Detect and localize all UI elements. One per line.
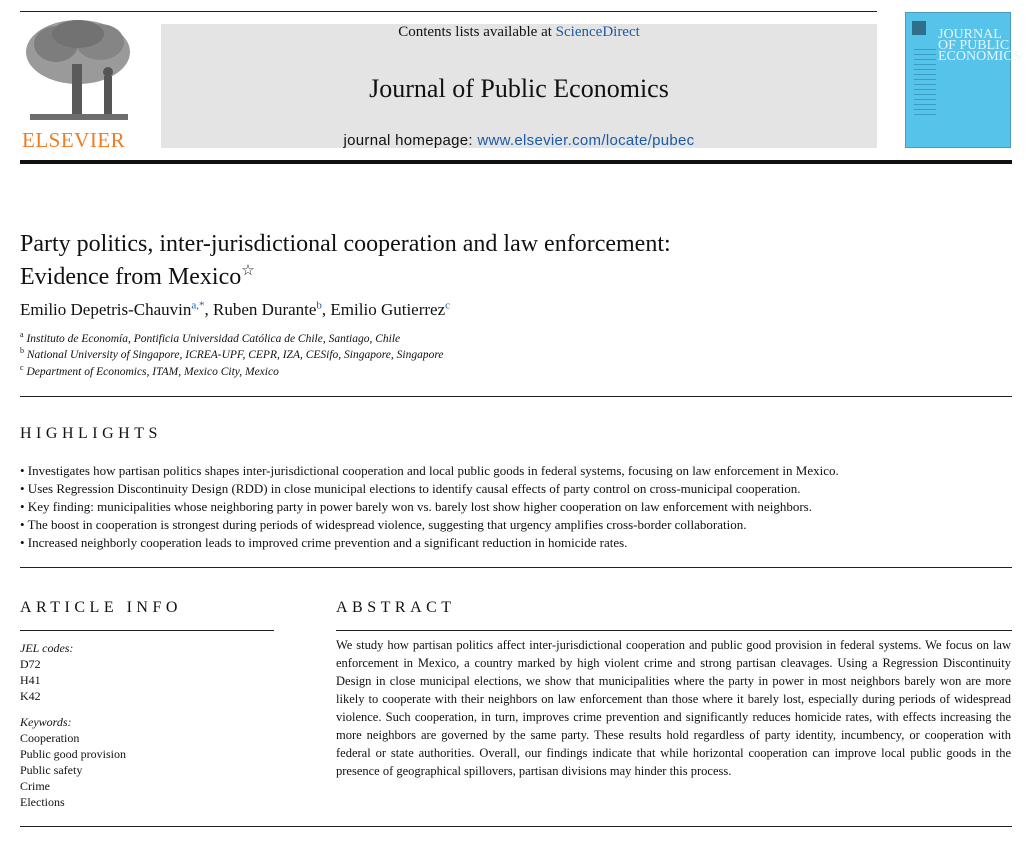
keyword: Public good provision <box>20 747 127 761</box>
affiliation-mark: b <box>20 346 24 356</box>
affiliation <box>20 363 279 378</box>
jel-code: H41 <box>20 673 41 687</box>
article-info-block <box>20 640 126 810</box>
author-list <box>20 300 450 320</box>
header-bottom-rule <box>20 160 1012 164</box>
elsevier-wordmark: ELSEVIER <box>22 128 126 152</box>
affiliation <box>20 330 401 345</box>
jel-code: K42 <box>20 689 41 703</box>
author-name[interactable]: Emilio Gutierrez <box>330 300 446 319</box>
keyword: Cooperation <box>20 731 80 745</box>
sciencedirect-link[interactable]: ScienceDirect <box>555 24 640 40</box>
jel-code: D72 <box>20 657 41 671</box>
affiliation-text: National University of Singapore, ICREA-UPF, CEPR, IZA, CESifo, Singapore, Singapore <box>26 349 444 361</box>
top-rule <box>20 11 877 12</box>
journal-cover-thumbnail <box>905 12 1021 148</box>
highlights-list <box>20 462 1020 552</box>
affiliation-text: Instituto de Economía, Pontificia Universidad Católica de Chile, Santiago, Chile <box>26 333 401 345</box>
author-separator: , <box>321 300 331 319</box>
abstract-rule <box>336 630 1012 631</box>
abstract-text: We study how partisan politics affect inter-jurisdictional cooperation and public good provision in federal systems. We focus on law enforcement in Mexico, a country marked by high violent crime and strong partisan cleavages. Using a Regression Discontinuity Design in close municipal elections, we show that municipalities where the party in power in most neighbors barely won are more likely to cooperate with their neighbors on law enforcement than those where it barely lost, especially during periods of widespread violence. Such cooperation, in turn, improves crime prevention and significantly reduces homicide rates, with effects increasing the more neighbors are governed by the same party. These results hold regardless of party identity, incumbency, or cooperation with federal or state authorities. Overall, our findings indicate that while horizontal cooperation can improve local public goods in the presence of geographical spillovers, partisan divisions may hinder this process. <box>336 638 1011 778</box>
homepage-prefix: journal homepage: <box>343 132 478 149</box>
keywords-label: Keywords: <box>20 715 72 729</box>
cover-logo-mark <box>912 21 926 35</box>
author-separator: , <box>204 300 214 319</box>
title-block-rule <box>20 396 1012 397</box>
title-line-2-text: Evidence from Mexico <box>20 264 242 290</box>
jel-label: JEL codes: <box>20 641 74 655</box>
abstract-heading: ABSTRACT <box>336 599 456 616</box>
keyword: Elections <box>20 795 65 809</box>
spacer <box>20 704 126 714</box>
article-title <box>20 228 980 294</box>
author-name[interactable]: Emilio Depetris-Chauvin <box>20 300 192 319</box>
journal-banner <box>161 24 877 148</box>
keyword: Public safety <box>20 763 83 777</box>
cover-text-lines <box>914 49 936 119</box>
author-affil-marks[interactable]: c <box>445 299 451 312</box>
cover-title: JOURNAL OF PUBLIC ECONOMICS <box>938 27 1021 64</box>
title-line-2 <box>20 261 980 294</box>
highlights-rule <box>20 567 1012 568</box>
highlights-heading: HIGHLIGHTS <box>20 425 162 442</box>
article-info-rule <box>20 630 274 631</box>
contents-line <box>161 24 877 41</box>
author-affil-marks[interactable]: b <box>316 299 322 312</box>
title-line-1: Party politics, inter-jurisdictional cooperation and law enforcement: <box>20 231 671 257</box>
homepage-link[interactable]: www.elsevier.com/locate/pubec <box>477 132 695 149</box>
bottom-rule <box>20 826 1012 827</box>
keyword: Crime <box>20 779 50 793</box>
affiliation-mark: c <box>20 363 24 373</box>
affiliation-mark: a <box>20 330 24 340</box>
highlight-item: • Key finding: municipalities whose neighboring party in power barely won vs. barely lost show higher cooperation on law enforcement with neighbors. <box>20 499 812 514</box>
author-affil-marks[interactable]: a,* <box>191 299 205 312</box>
journal-name: Journal of Public Economics <box>369 74 669 103</box>
affiliation-text: Department of Economics, ITAM, Mexico City, Mexico <box>26 366 279 378</box>
highlight-item: • Increased neighborly cooperation leads to improved crime prevention and a significant reduction in homicide rates. <box>20 535 628 550</box>
affiliation <box>20 346 444 361</box>
homepage-line <box>161 132 877 149</box>
article-info-heading: ARTICLE INFO <box>20 599 182 616</box>
title-footnote-star[interactable]: ☆ <box>241 263 255 279</box>
contents-prefix: Contents lists available at <box>398 24 556 40</box>
author-name[interactable]: Ruben Durante <box>213 300 317 319</box>
highlight-item: • The boost in cooperation is strongest during periods of widespread violence, suggesting that urgency amplifies cross-border collaboration. <box>20 517 747 532</box>
highlight-item: • Investigates how partisan politics shapes inter-jurisdictional cooperation and local public goods in federal systems, focusing on law enforcement in Mexico. <box>20 463 839 478</box>
highlight-item: • Uses Regression Discontinuity Design (RDD) in close municipal elections to identify causal effects of party control on cross-municipal cooperation. <box>20 481 801 496</box>
